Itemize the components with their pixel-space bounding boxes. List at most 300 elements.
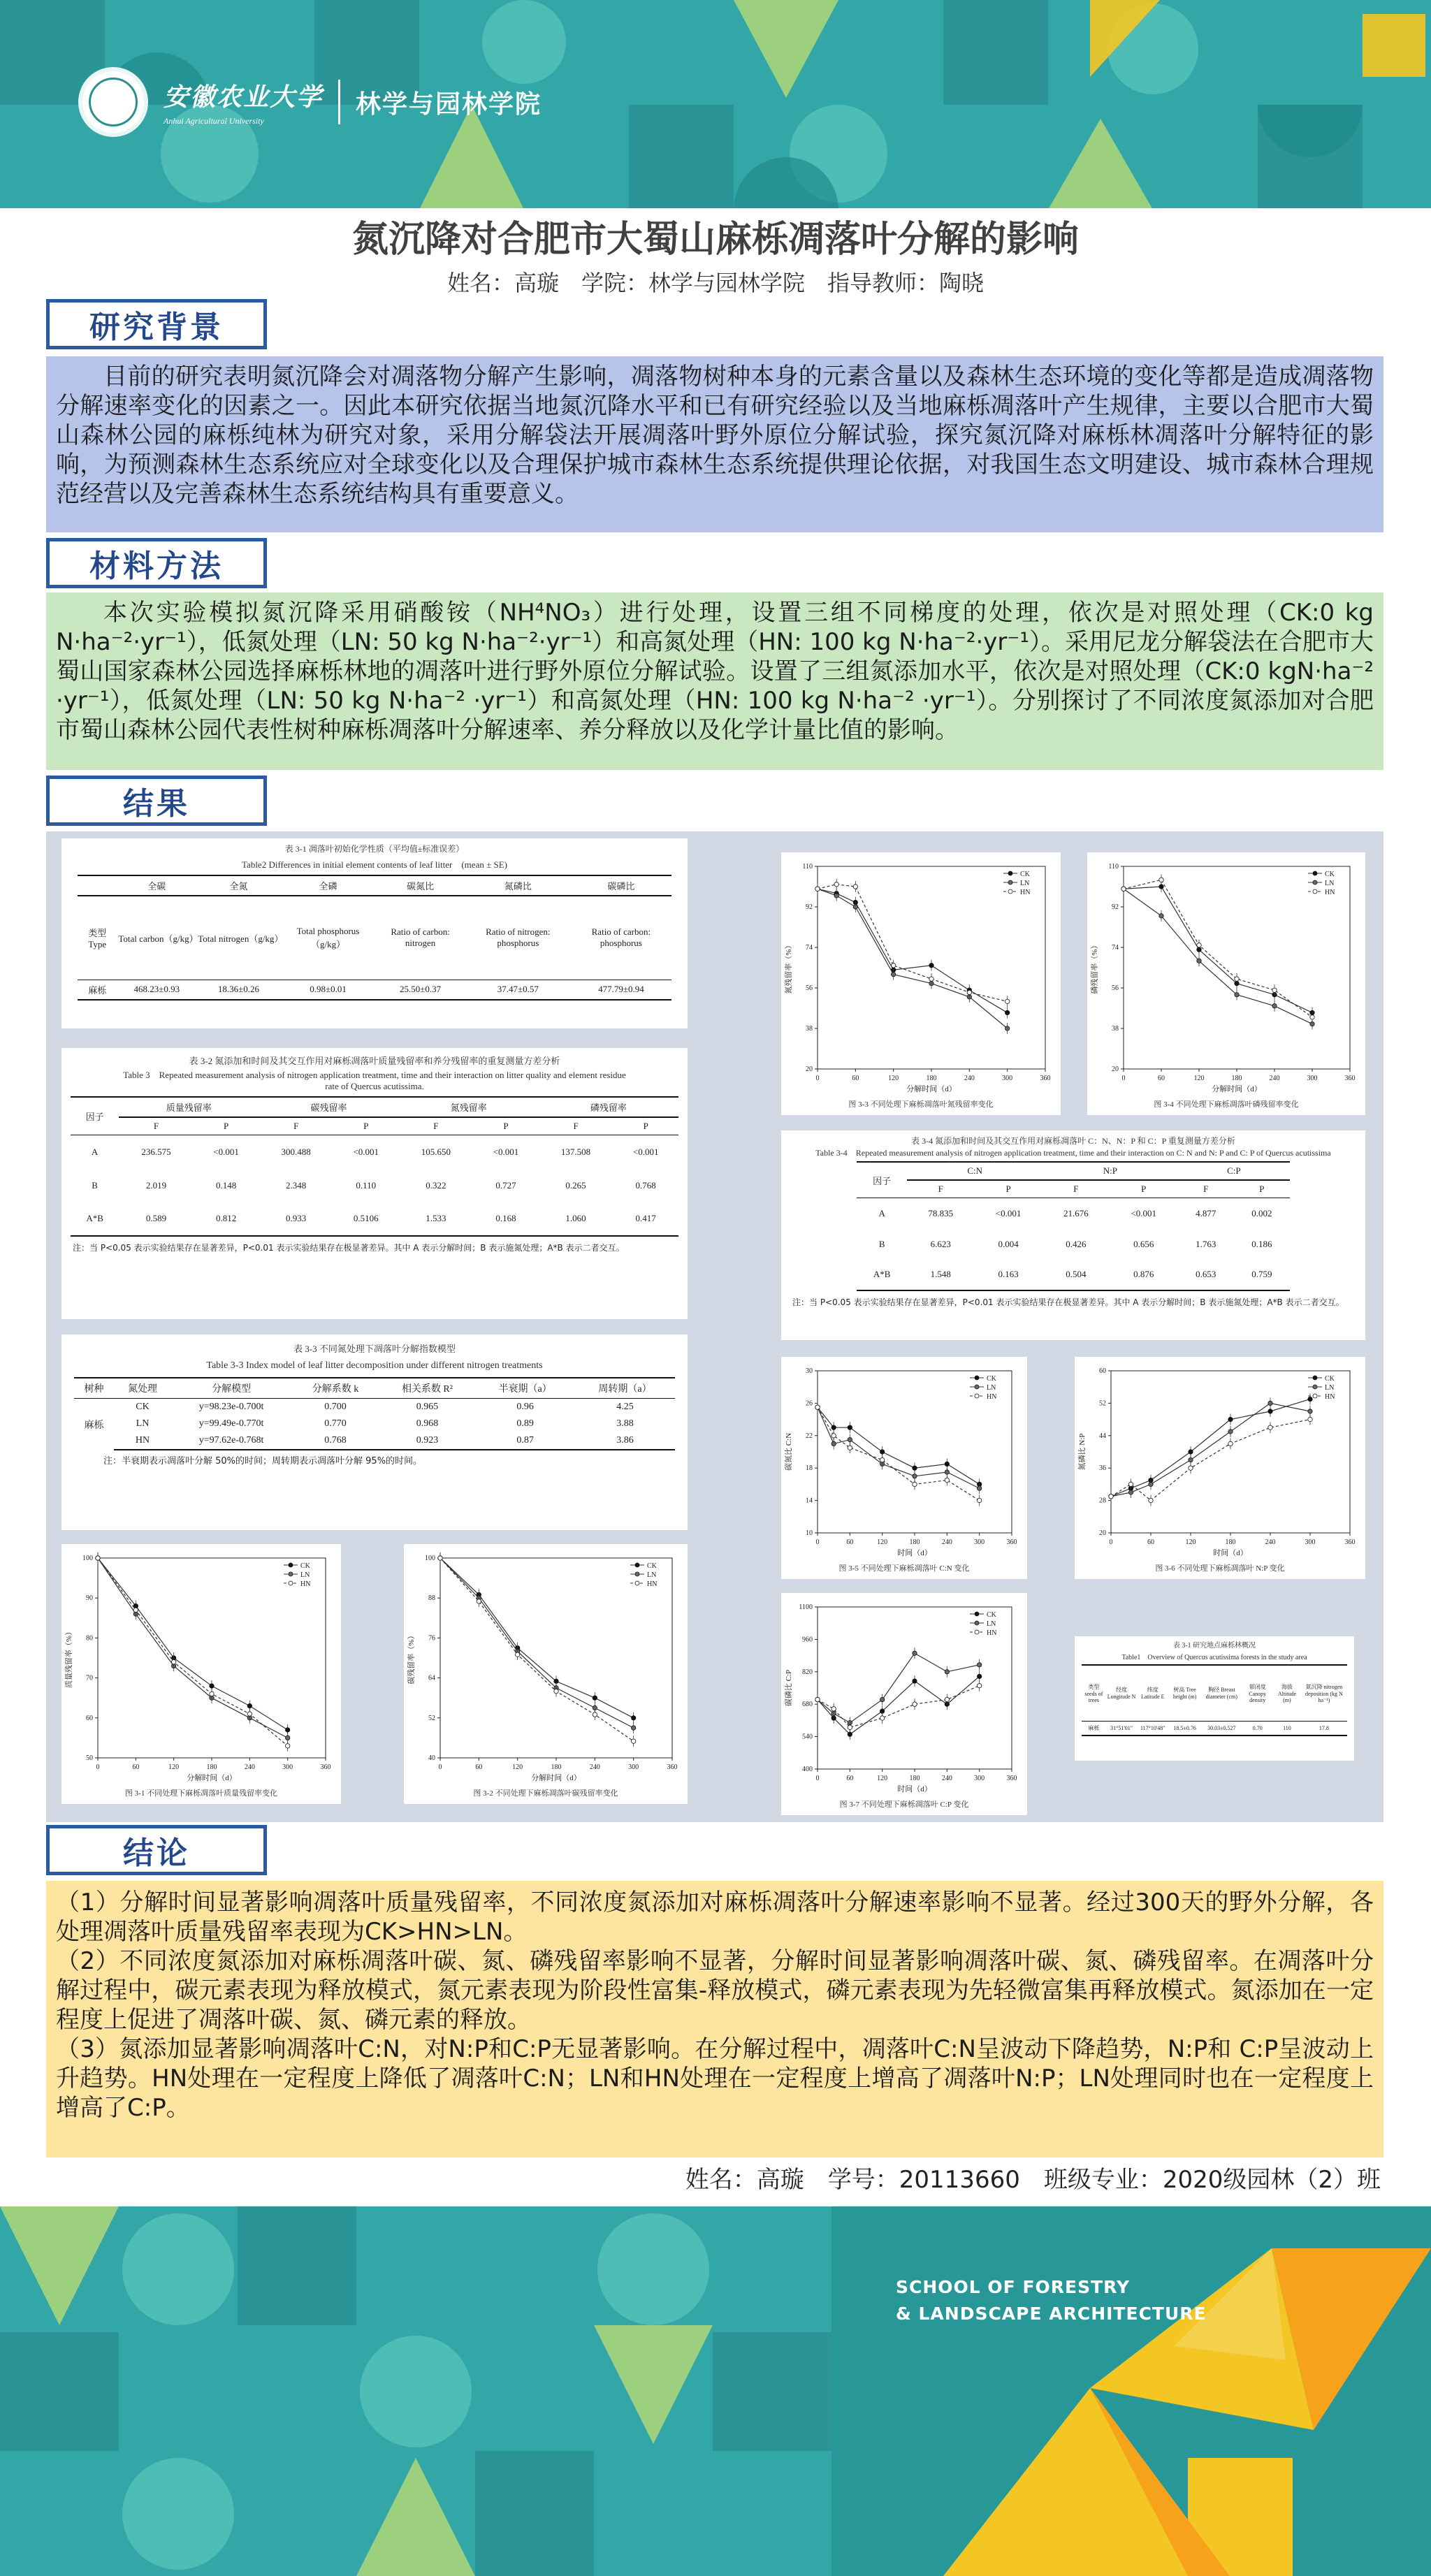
- x-tick-label: 240: [1265, 1538, 1276, 1546]
- y-tick-label: 60: [86, 1714, 93, 1722]
- t2-group: 氮残留率: [399, 1097, 539, 1117]
- x-tick-label: 180: [206, 1763, 217, 1771]
- legend-label: HN: [300, 1580, 311, 1588]
- data-point-HN: [438, 1556, 442, 1560]
- data-point-HN: [247, 1712, 252, 1716]
- table-row: [857, 1260, 1290, 1290]
- legend-label: LN: [1325, 880, 1335, 887]
- table-3-3-caption-en: Table 3-3 Index model of leaf litter decomposition under different nitrogen treatments: [206, 1360, 543, 1371]
- legend-marker: [975, 1376, 979, 1380]
- x-tick-label: 60: [132, 1763, 140, 1771]
- t2-cell: 0.148: [215, 1179, 237, 1191]
- figure-caption: 图 3-6 不同处理下麻栎凋落叶 N:P 变化: [1155, 1564, 1285, 1573]
- y-tick-label: 52: [428, 1714, 435, 1722]
- y-tick-label: 92: [806, 903, 813, 911]
- college-name: 林学与园林学院: [356, 89, 542, 119]
- data-point-CK: [913, 1466, 917, 1470]
- t3-cell: 0.700: [324, 1402, 347, 1412]
- university-logo: [78, 67, 542, 137]
- x-tick-label: 180: [551, 1763, 562, 1771]
- legend-marker: [289, 1572, 293, 1576]
- t1-h-cn: 全氮: [196, 875, 280, 896]
- data-point-HN: [1228, 1441, 1233, 1446]
- t1-h-cn: 全碳: [117, 875, 196, 896]
- table-3-4: [781, 1130, 1365, 1340]
- figure-3-6: [1075, 1357, 1365, 1579]
- data-point-HN: [133, 1608, 138, 1612]
- y-tick-label: 74: [1112, 944, 1119, 952]
- legend-marker: [975, 1630, 979, 1634]
- series-line-LN: [1124, 889, 1312, 1024]
- conclusion-item: （2）不同浓度氮添加对麻栎凋落叶碳、氮、磷残留率影响不显著，分解时间显著影响凋落叶碳、氮、磷残留率。在凋落叶分解过程中，碳元素表现为释放模式，氮元素表现为阶段性富集-释放模式，磷元素表现为先轻微富集再释放模式。氮添加在一定程度上促进了凋落叶碳、氮、磷元素的释放。: [56, 1947, 1374, 2034]
- t2-cell: <0.001: [213, 1146, 239, 1157]
- x-tick-label: 120: [877, 1775, 888, 1782]
- data-point-HN: [891, 963, 895, 968]
- table-3-4-grid: [857, 1161, 1290, 1291]
- legend-marker: [1313, 880, 1317, 885]
- legend-marker: [635, 1563, 639, 1567]
- x-tick-label: 300: [628, 1763, 639, 1771]
- t1-cell: 468.23±0.93: [117, 980, 196, 1000]
- x-tick-label: 360: [1006, 1775, 1017, 1782]
- t2-cell: 105.650: [421, 1146, 451, 1157]
- top-banner: [0, 0, 1431, 208]
- x-tick-label: 120: [877, 1538, 888, 1546]
- t3-cell: y=97.62e-0.768t: [171, 1432, 291, 1450]
- x-tick-label: 60: [475, 1763, 483, 1771]
- x-tick-label: 240: [941, 1538, 952, 1546]
- t2-cell: <0.001: [493, 1146, 519, 1157]
- y-tick-label: 56: [1112, 984, 1119, 992]
- data-point-HN: [1310, 1015, 1314, 1019]
- data-point-CK: [1228, 1417, 1233, 1421]
- data-point-HN: [96, 1556, 100, 1560]
- poster-title: 氮沉降对合肥市大蜀山麻栎凋落叶分解的影响: [351, 219, 1079, 261]
- t1-h-en: Total nitrogen（g/kg）: [196, 896, 280, 980]
- t1-label: 麻栎: [78, 980, 117, 1000]
- t2-cell: 0.110: [356, 1179, 377, 1191]
- data-point-HN: [515, 1652, 519, 1657]
- t3-head: 分解系数 k: [291, 1378, 379, 1399]
- figure-caption: 图 3-4 不同处理下麻栎凋落叶磷残留率变化: [1154, 1100, 1299, 1109]
- t2-sub: P: [333, 1117, 399, 1135]
- t4-cell: 0.004: [998, 1238, 1019, 1249]
- figure-caption: 图 3-7 不同处理下麻栎凋落叶 C:P 变化: [839, 1800, 969, 1809]
- t3-head: 半衰期（a）: [475, 1378, 575, 1399]
- y-tick-label: 70: [86, 1674, 93, 1682]
- table-3-2-caption-en: Table 3 Repeated measurement analysis of nitrogen application treatment, time and their interaction on litter quality and element residue rate of Quercus acutissima.: [123, 1070, 626, 1091]
- school-name-line1: SCHOOL OF FORESTRY: [896, 2277, 1131, 2297]
- x-axis-label: 时间（d）: [897, 1549, 932, 1557]
- t3-cell: 0.768: [291, 1432, 379, 1450]
- legend-label: HN: [987, 1629, 997, 1637]
- table-row: [71, 1202, 678, 1236]
- table-3-2-note: 注：当 P<0.05 表示实验结果存在显著差异，P<0.01 表示实验结果存在极显著差异。其中 A 表示分解时间；B 表示施氮处理；A*B 表示二者交互。: [73, 1242, 625, 1253]
- table-3-2: [61, 1048, 688, 1319]
- t3-head: 分解模型: [171, 1378, 291, 1399]
- y-tick-label: 400: [802, 1766, 813, 1773]
- y-tick-label: 38: [1112, 1025, 1119, 1033]
- legend-marker: [1008, 889, 1012, 894]
- y-tick-label: 20: [1099, 1529, 1106, 1537]
- t2-cell: 0.812: [194, 1202, 259, 1236]
- y-tick-label: 40: [428, 1754, 435, 1762]
- x-axis-label: 时间（d）: [897, 1785, 932, 1793]
- conclusion-text-box: [46, 1881, 1383, 2157]
- x-tick-label: 60: [1147, 1538, 1154, 1546]
- series-line-HN: [818, 1686, 980, 1728]
- plot-frame: [818, 1371, 1012, 1533]
- legend-marker: [975, 1394, 979, 1398]
- x-axis-label: 时间（d）: [1213, 1549, 1248, 1557]
- data-point-HN: [631, 1739, 635, 1743]
- x-axis-label: 分解时间（d）: [187, 1774, 237, 1782]
- legend-marker: [975, 1612, 979, 1616]
- t1-cell: 37.47±0.57: [465, 980, 571, 1000]
- y-tick-label: 90: [86, 1594, 93, 1603]
- t4-cell: <0.001: [1131, 1207, 1157, 1218]
- data-point-LN: [977, 1486, 981, 1490]
- figure-3-2: [404, 1544, 688, 1804]
- t5-cell: 18.5±0.76: [1168, 1721, 1201, 1735]
- t4-cell: 0.163: [974, 1260, 1043, 1290]
- x-tick-label: 60: [846, 1538, 854, 1546]
- plot-frame: [1124, 866, 1350, 1069]
- data-point-CK: [848, 1425, 852, 1429]
- university-name: 安徽农业大学: [164, 82, 324, 112]
- series-line-LN: [98, 1558, 288, 1738]
- y-axis-label: 碳残留率（%）: [407, 1631, 416, 1684]
- y-axis-label: 碳氮比 C:N: [785, 1432, 793, 1471]
- conclusion-item: （1）分解时间显著影响凋落叶质量残留率，不同浓度氮添加对麻栎凋落叶分解速率影响不显著。经过300天的野外分解，各处理凋落叶质量残留率表现为CK>HN>LN。: [56, 1889, 1374, 1946]
- site-table-grid: [1082, 1664, 1347, 1736]
- bottom-banner: [0, 2206, 1431, 2576]
- data-point-LN: [848, 1437, 852, 1441]
- table-3-1-grid: [78, 875, 671, 1000]
- y-tick-label: 50: [86, 1754, 93, 1762]
- data-point-LN: [1197, 959, 1201, 963]
- data-point-CK: [210, 1684, 214, 1688]
- t3-cell: 0.89: [516, 1418, 534, 1429]
- t1-h-cn: 碳磷比: [571, 875, 671, 896]
- data-point-LN: [891, 972, 895, 976]
- t2-sub: P: [194, 1117, 259, 1135]
- data-point-LN: [945, 1670, 949, 1674]
- university-seal-icon: [78, 67, 148, 137]
- data-point-HN: [834, 882, 838, 887]
- t3-cell: 0.96: [516, 1402, 534, 1412]
- data-point-HN: [285, 1744, 289, 1748]
- t5-head: 树高 Tree height (m): [1168, 1665, 1201, 1721]
- legend-label: HN: [1325, 1393, 1335, 1401]
- t4-cell: 0.504: [1043, 1260, 1110, 1290]
- legend-label: LN: [987, 1620, 996, 1628]
- t3-cell: 0.965: [416, 1402, 439, 1412]
- legend-marker: [1313, 1394, 1317, 1398]
- legend-label: CK: [987, 1611, 996, 1619]
- data-point-HN: [1197, 943, 1201, 947]
- figure-3-5: [781, 1357, 1027, 1579]
- x-tick-label: 300: [1307, 1075, 1318, 1082]
- data-point-HN: [945, 1478, 949, 1482]
- x-tick-label: 240: [589, 1763, 600, 1771]
- data-point-HN: [1272, 988, 1277, 992]
- legend-label: HN: [647, 1580, 658, 1588]
- t4-factor-head: 因子: [857, 1162, 907, 1198]
- data-point-HN: [1159, 878, 1163, 882]
- t4-cell: 1.548: [907, 1260, 974, 1290]
- t2-cell: 1.060: [539, 1202, 613, 1236]
- t5-head: 氮沉降 nitrogen deposition (kg N ha⁻¹): [1301, 1665, 1347, 1721]
- figure-3-3: [781, 852, 1061, 1115]
- data-point-LN: [834, 894, 838, 898]
- data-point-CK: [285, 1728, 289, 1732]
- t4-cell: 0.426: [1066, 1238, 1087, 1249]
- data-point-HN: [945, 1697, 949, 1701]
- x-tick-label: 0: [1109, 1538, 1113, 1546]
- x-tick-label: 60: [1158, 1075, 1165, 1082]
- x-tick-label: 180: [1225, 1538, 1236, 1546]
- y-tick-label: 1100: [799, 1603, 813, 1611]
- x-tick-label: 60: [852, 1075, 859, 1082]
- data-point-HN: [1005, 999, 1009, 1003]
- legend-label: HN: [1325, 889, 1335, 896]
- table-3-3-note: 注：半衰期表示凋落叶分解 50%的时间；周转期表示凋落叶分解 95%的时间。: [103, 1456, 423, 1467]
- section-heading-methods: 材料方法: [46, 538, 267, 588]
- table-3-3-grid: [74, 1377, 675, 1450]
- y-tick-label: 20: [806, 1065, 813, 1073]
- y-tick-label: 10: [806, 1529, 813, 1537]
- legend-label: CK: [300, 1562, 310, 1570]
- legend-marker: [1313, 1385, 1317, 1389]
- data-point-CK: [593, 1696, 597, 1700]
- x-tick-label: 120: [1185, 1538, 1196, 1546]
- t2-cell: 0.768: [635, 1179, 656, 1191]
- t3-head: 相关系数 R²: [379, 1378, 475, 1399]
- data-point-HN: [1121, 887, 1126, 891]
- legend-label: LN: [647, 1571, 657, 1579]
- data-point-CK: [1308, 1397, 1312, 1401]
- fig-3-7-svg: [781, 1593, 1027, 1815]
- t5-cell: 110: [1273, 1721, 1301, 1735]
- t2-group: 质量残留率: [119, 1097, 259, 1117]
- x-tick-label: 300: [974, 1538, 985, 1546]
- data-point-LN: [1268, 1401, 1272, 1405]
- x-tick-label: 300: [1002, 1075, 1013, 1082]
- x-tick-label: 300: [974, 1775, 985, 1782]
- t2-cell: 0.5106: [333, 1202, 399, 1236]
- x-tick-label: 0: [815, 1075, 820, 1082]
- t4-cell: 78.835: [928, 1207, 954, 1218]
- t4-sub: P: [974, 1180, 1043, 1198]
- data-point-HN: [967, 990, 971, 994]
- data-point-CK: [831, 1425, 836, 1429]
- t1-cell: 0.98±0.01: [281, 980, 376, 1000]
- y-tick-label: 540: [802, 1733, 813, 1741]
- data-point-HN: [477, 1599, 481, 1603]
- background-text-box: [46, 356, 1383, 532]
- t2-factor: A: [91, 1146, 99, 1157]
- t3-cell: LN: [136, 1418, 150, 1429]
- x-tick-label: 360: [320, 1763, 331, 1771]
- conclusion-item: （3）氮添加显著影响凋落叶C:N，对N:P和C:P无显著影响。在分解过程中，凋落叶C:N呈波动下降趋势，N:P和 C:P呈波动上升趋势。HN处理在一定程度上降低了凋落叶C:N；LN和HN处理在一定程度上增高了凋落叶N:P；LN处理同时也在一定程度上增高了C:P。: [56, 2035, 1374, 2122]
- geometric-pattern: [0, 2206, 1431, 2576]
- author-line: 姓名：高璇 学院：林学与园林学院 指导教师：陶晓: [446, 270, 984, 296]
- t2-sub: F: [539, 1117, 613, 1135]
- data-point-HN: [210, 1691, 214, 1696]
- t2-cell: 0.933: [259, 1202, 333, 1236]
- data-point-HN: [1268, 1425, 1272, 1429]
- series-line-CK: [818, 1407, 980, 1484]
- t1-h-cn: 全磷: [281, 875, 376, 896]
- legend-marker: [635, 1572, 639, 1576]
- table-row: [857, 1229, 1290, 1260]
- t1-h-cn: 氮磷比: [465, 875, 571, 896]
- y-tick-label: 28: [1099, 1497, 1106, 1505]
- y-tick-label: 30: [806, 1367, 813, 1375]
- t4-factor: B: [878, 1238, 885, 1249]
- logo-divider: [338, 80, 340, 124]
- t3-cell: y=98.23e-0.700t: [198, 1402, 264, 1412]
- figure-3-1: [61, 1544, 341, 1804]
- data-point-LN: [1308, 1409, 1312, 1413]
- data-point-HN: [880, 1457, 884, 1462]
- series-line-CK: [98, 1558, 288, 1730]
- t1-h-en: Ratio of carbon: nitrogen: [375, 896, 465, 980]
- figure-caption: 图 3-2 不同处理下麻栎凋落叶碳残留率变化: [473, 1789, 618, 1798]
- x-tick-label: 120: [1193, 1075, 1205, 1082]
- x-tick-label: 180: [909, 1538, 920, 1546]
- t3-cell: CK: [136, 1402, 150, 1412]
- legend-label: LN: [300, 1571, 310, 1579]
- data-point-LN: [945, 1470, 949, 1474]
- t4-cell: 1.763: [1196, 1238, 1216, 1249]
- data-point-LN: [1159, 914, 1163, 918]
- x-tick-label: 360: [1040, 1075, 1051, 1082]
- x-tick-label: 240: [964, 1075, 975, 1082]
- t4-group: N:P: [1043, 1162, 1178, 1180]
- legend-marker: [289, 1563, 293, 1567]
- t4-cell: 4.877: [1196, 1207, 1216, 1218]
- data-point-CK: [631, 1716, 635, 1720]
- x-tick-label: 360: [1344, 1075, 1356, 1082]
- figure-caption: 图 3-3 不同处理下麻栎凋落叶氮残留率变化: [848, 1100, 994, 1109]
- legend-label: CK: [647, 1562, 657, 1570]
- y-tick-label: 22: [806, 1432, 813, 1440]
- background-text: 目前的研究表明氮沉降会对凋落物分解产生影响，凋落物树种本身的元素含量以及森林生态环境的变化等都是造成凋落物分解速率变化的因素之一。因此本研究依据当地氮沉降水平和已有研究经验以及当地麻栎凋落叶产生规律，主要以合肥市大蜀山森林公园的麻栎纯林为研究对象，采用分解袋法开展凋落叶野外原位分解试验，探究氮沉降对麻栎林凋落叶分解特征的影响，为预测森林生态系统应对全球变化以及合理保护城市森林生态系统提供理论依据，对我国生态文明建设、城市森林合理规范经营以及完善森林生态系统结构具有重要意义。: [56, 363, 1374, 508]
- series-line-LN: [440, 1558, 634, 1728]
- data-point-HN: [929, 977, 934, 981]
- x-tick-label: 0: [1121, 1075, 1126, 1082]
- legend-marker: [1008, 880, 1012, 885]
- data-point-LN: [1189, 1457, 1193, 1462]
- t1-rowhead: 类型 Type: [78, 896, 117, 980]
- data-point-CK: [1189, 1450, 1193, 1454]
- data-point-LN: [285, 1735, 289, 1740]
- data-point-HN: [880, 1716, 884, 1720]
- t4-sub: P: [1234, 1180, 1290, 1198]
- data-point-LN: [1235, 992, 1239, 996]
- t4-factor: A: [878, 1207, 885, 1218]
- figure-caption: 图 3-5 不同处理下麻栎凋落叶 C:N 变化: [838, 1564, 970, 1573]
- y-tick-label: 64: [428, 1674, 435, 1682]
- data-point-LN: [853, 905, 857, 909]
- plot-frame: [818, 1607, 1012, 1769]
- t5-head: 纬度 Latitude E: [1138, 1665, 1168, 1721]
- series-line-LN: [818, 889, 1008, 1028]
- figure-3-7: [781, 1593, 1027, 1815]
- legend-marker: [975, 1385, 979, 1389]
- data-point-HN: [554, 1689, 558, 1693]
- table-3-1-caption-en: Table2 Differences in initial element contents of leaf litter (mean ± SE): [242, 859, 507, 870]
- t2-cell: 1.533: [399, 1202, 474, 1236]
- t2-sub: F: [259, 1117, 333, 1135]
- t2-cell: 0.589: [119, 1202, 194, 1236]
- t3-head: 周转期（a）: [575, 1378, 675, 1399]
- table-row: [857, 1198, 1290, 1229]
- series-line-LN: [818, 1653, 980, 1722]
- legend-marker: [1313, 1376, 1317, 1380]
- legend-marker: [1313, 889, 1317, 894]
- data-point-HN: [815, 1405, 820, 1409]
- data-point-HN: [1189, 1466, 1193, 1470]
- student-signature: 姓名：高璇 学号：20113660 班级专业：2020级园林（2）班: [685, 2166, 1381, 2194]
- t2-cell: <0.001: [353, 1146, 379, 1157]
- t2-group: 磷残留率: [539, 1097, 678, 1117]
- series-line-LN: [818, 1407, 980, 1488]
- y-tick-label: 960: [802, 1636, 813, 1644]
- t4-cell: 0.186: [1251, 1238, 1272, 1249]
- series-line-CK: [440, 1558, 634, 1718]
- t2-cell: 0.417: [613, 1202, 678, 1236]
- t4-sub: F: [907, 1180, 974, 1198]
- y-axis-label: 氮残留率（%）: [785, 941, 793, 994]
- y-axis-label: 磷残留率（%）: [1091, 941, 1099, 994]
- methods-text-box: [46, 592, 1383, 770]
- y-tick-label: 88: [428, 1594, 435, 1603]
- x-tick-label: 240: [244, 1763, 255, 1771]
- y-tick-label: 100: [425, 1555, 435, 1562]
- data-point-HN: [815, 1697, 820, 1701]
- data-point-HN: [831, 1707, 836, 1711]
- table-3-3-caption-cn: 表 3-3 不同氮处理下凋落叶分解指数模型: [293, 1344, 456, 1354]
- section-heading-background: 研究背景: [46, 299, 267, 349]
- table-3-2-grid: [71, 1096, 678, 1237]
- t4-sub: F: [1178, 1180, 1234, 1198]
- t2-factor: B: [92, 1179, 98, 1191]
- t2-cell: 0.727: [495, 1179, 516, 1191]
- data-point-LN: [913, 1474, 917, 1478]
- x-tick-label: 120: [888, 1075, 899, 1082]
- legend-label: LN: [987, 1384, 996, 1392]
- table-row: [71, 1135, 678, 1169]
- y-axis-label: 碳磷比 C:P: [785, 1669, 793, 1707]
- t4-cell: 6.623: [930, 1238, 951, 1249]
- t4-cell: 0.653: [1178, 1260, 1234, 1290]
- t2-cell: 0.168: [473, 1202, 539, 1236]
- school-name-line2: & LANDSCAPE ARCHITECTURE: [896, 2304, 1207, 2324]
- t3-cell: 0.770: [324, 1418, 347, 1429]
- y-tick-label: 56: [806, 984, 813, 992]
- legend-label: HN: [987, 1393, 997, 1401]
- x-tick-label: 180: [1231, 1075, 1242, 1082]
- t3-head: 树种: [74, 1378, 114, 1399]
- t4-cell: 0.656: [1133, 1238, 1154, 1249]
- table-3-4-caption-en: Table 3-4 Repeated measurement analysis of nitrogen application treatment, time and their interaction on C: N and N: P and C: P of Quercus acutissima: [815, 1148, 1331, 1158]
- data-point-CK: [913, 1679, 917, 1683]
- t4-sub: P: [1110, 1180, 1178, 1198]
- y-tick-label: 38: [806, 1025, 813, 1033]
